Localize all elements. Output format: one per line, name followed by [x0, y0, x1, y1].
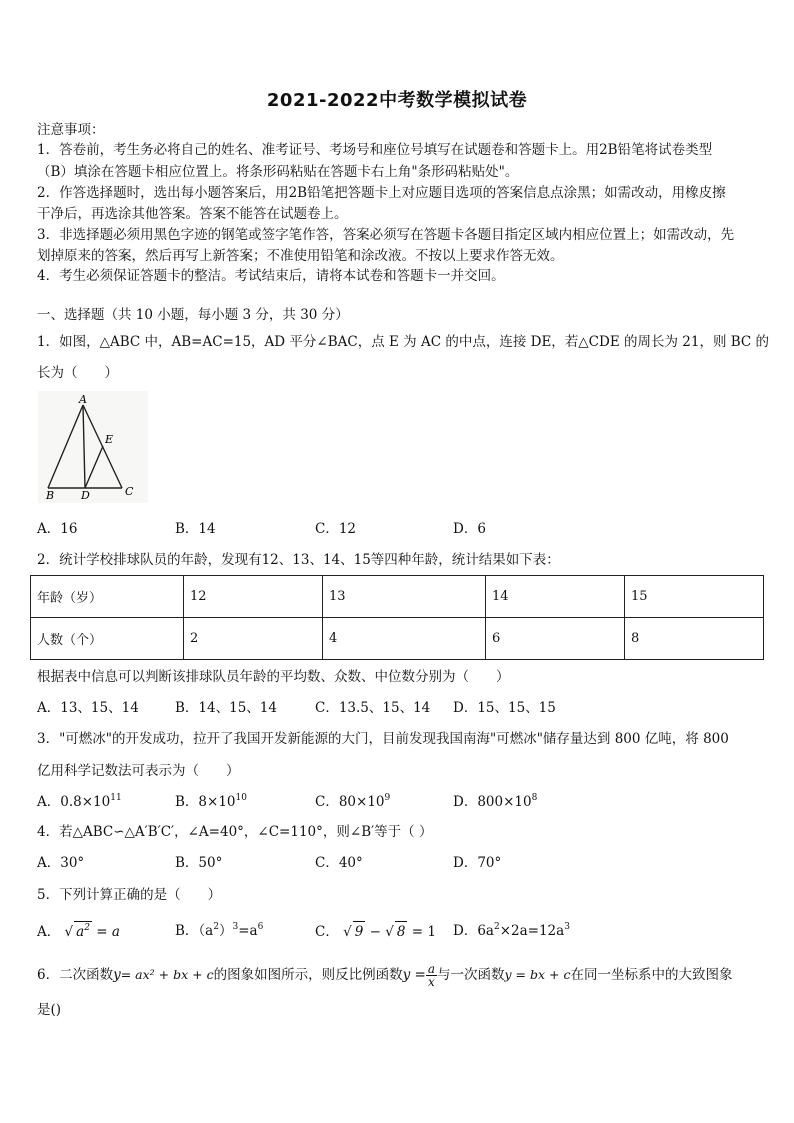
q6-text: 的图象如图所示，则反比例函数 — [213, 967, 403, 983]
option-exponent: 10 — [235, 793, 247, 803]
q1-stem: 1．如图，△ABC 中，AB=AC=15，AD 平分∠BAC，点 E 为 AC 的中点，连接 DE，若△CDE 的周长为 21，则 BC 的 — [37, 334, 770, 350]
table-cell: 6 — [486, 618, 625, 660]
sqrt-symbol: √ — [385, 924, 394, 940]
q4-option-b[interactable]: B．50° — [175, 855, 223, 871]
q2-question: 根据表中信息可以判断该排球队员年龄的平均数、众数、中位数分别为（ ） — [37, 669, 510, 685]
q5-option-d[interactable] — [453, 921, 570, 941]
page-title: 2021-2022中考数学模拟试卷 — [266, 90, 528, 111]
option-text: =a — [238, 923, 258, 939]
section-heading: 一、选择题（共 10 小题，每小题 3 分，共 30 分） — [37, 307, 349, 323]
option-label: C． — [315, 794, 339, 810]
q1-stem-cont: 长为（ ） — [37, 365, 118, 381]
q4-stem: 4．若△ABC∽△A′B′C′，∠A=40°，∠C=110°，则∠B′等于（ ） — [37, 824, 433, 840]
option-text: ×2a=12a — [499, 923, 565, 939]
q6-formula: y — [113, 967, 121, 983]
q4-option-a[interactable]: A．30° — [37, 855, 85, 871]
q1-option-b[interactable]: B．14 — [175, 521, 216, 537]
radicand-text: a — [76, 924, 85, 940]
exponent: 2 — [213, 922, 219, 932]
q3-option-d[interactable] — [453, 792, 537, 812]
q1-option-a[interactable]: A．16 — [37, 521, 78, 537]
notice-heading: 注意事项： — [37, 122, 105, 138]
q6-stem — [37, 963, 763, 988]
option-exponent: 11 — [110, 793, 122, 803]
exponent: 2 — [84, 923, 90, 933]
sqrt-symbol: √ — [343, 924, 352, 940]
q4-option-d[interactable]: D．70° — [453, 855, 502, 871]
sqrt-symbol: √ — [64, 924, 74, 940]
q3-option-c[interactable] — [315, 792, 390, 812]
q6-text: 在同一坐标系中的大致图象 — [570, 967, 733, 983]
fraction — [426, 963, 437, 988]
option-base: 800×10 — [477, 794, 532, 810]
option-label: B． — [175, 794, 199, 810]
label-b: B — [46, 489, 55, 502]
radicand — [74, 921, 92, 942]
notice-line: 4．考生必须保证答题卡的整洁。考试结束后，请将本试卷和答题卡一并交回。 — [37, 268, 505, 284]
q6-stem-cont: 是() — [37, 1002, 62, 1018]
notice-line: （B）填涂在答题卡相应位置上。将条形码粘贴在答题卡右上角"条形码粘贴处"。 — [37, 164, 519, 180]
notice-line: 1．答卷前，考生务必将自己的姓名、准考证号、考场号和座位号填写在试题卷和答题卡上。用2B铅笔将试卷类型 — [37, 142, 713, 158]
table-cell: 年龄（岁） — [31, 576, 184, 618]
exponent: 2 — [493, 922, 500, 932]
q2-option-d[interactable]: D．15、15、15 — [453, 700, 556, 716]
q5-option-a[interactable] — [37, 921, 120, 942]
numerator: a — [427, 962, 435, 976]
option-base: 0.8×10 — [60, 794, 111, 810]
minus-sign: − — [369, 924, 381, 940]
option-label: D． — [453, 794, 478, 810]
table-cell: 人数（个） — [31, 618, 184, 660]
option-text: 6a — [477, 923, 494, 939]
q3-stem-cont: 亿用科学记数法可表示为（ ） — [37, 763, 240, 779]
notice-line: 2．作答选择题时，选出每小题答案后，用2B铅笔把答题卡上对应题目选项的答案信息点涂黑；如需改动，用橡皮擦 — [37, 185, 726, 201]
q1-option-c[interactable]: C．12 — [315, 521, 357, 537]
q6-text: 6．二次函数 — [37, 967, 114, 983]
option-rhs: = a — [96, 924, 120, 940]
table-cell: 12 — [184, 576, 323, 618]
exponent: 3 — [564, 922, 570, 932]
notice-line: 划掉原来的答案，然后再写上新答案；不准使用铅笔和涂改液。不按以上要求作答无效。 — [37, 248, 564, 264]
table-row — [31, 618, 764, 660]
option-label: A． — [37, 794, 61, 810]
table-cell: 14 — [486, 576, 625, 618]
option-text: （a — [198, 923, 214, 939]
label-d: D — [81, 489, 90, 502]
option-exponent: 8 — [531, 793, 538, 803]
q3-stem: 3．"可燃冰"的开发成功，拉开了我国开发新能源的大门，目前发现我国南海"可燃冰"储存量达到 800 亿吨，将 800 — [37, 731, 729, 747]
q2-option-c[interactable]: C．13.5、15、14 — [315, 700, 431, 716]
exponent: 6 — [257, 922, 264, 932]
q2-option-a[interactable]: A．13、15、14 — [37, 700, 139, 716]
q1-option-d[interactable]: D．6 — [453, 521, 486, 537]
q2-option-b[interactable]: B．14、15、14 — [175, 700, 277, 716]
option-label: D． — [453, 923, 478, 939]
table-row — [31, 576, 764, 618]
label-a: A — [79, 393, 87, 406]
q3-option-a[interactable] — [37, 792, 122, 812]
option-exponent: 9 — [384, 793, 391, 803]
option-label: A． — [37, 924, 61, 940]
q4-option-c[interactable]: C．40° — [315, 855, 363, 871]
q6-text: 与一次函数 — [436, 967, 505, 983]
q3-option-b[interactable] — [175, 792, 247, 812]
label-e: E — [105, 433, 114, 446]
table-cell: 13 — [323, 576, 486, 618]
label-c: C — [125, 485, 134, 498]
radicand: 8 — [395, 921, 408, 942]
q6-formula: y = bx + c — [504, 967, 571, 982]
option-label: C． — [315, 924, 339, 940]
q2-stem: 2．统计学校排球队员的年龄，发现有12、13、14、15等四种年龄，统计结果如下表： — [37, 552, 560, 568]
table-cell: 8 — [625, 618, 764, 660]
triangle-figure — [38, 391, 148, 503]
option-label: B． — [175, 923, 199, 939]
q5-option-b[interactable] — [175, 921, 263, 941]
option-base: 80×10 — [338, 794, 385, 810]
table-cell: 2 — [184, 618, 323, 660]
option-base: 8×10 — [198, 794, 236, 810]
notice-line: 干净后，再选涂其他答案。答案不能答在试题卷上。 — [37, 206, 348, 222]
q6-formula: = ax² + bx + c — [120, 967, 214, 982]
q5-option-c[interactable] — [315, 921, 436, 942]
notice-line: 3．非选择题必须用黑色字迹的钢笔或签字笔作答，答案必须写在答题卡各题目指定区域内相应位置上；如需改动，先 — [37, 227, 735, 243]
option-text: ） — [218, 923, 233, 939]
q6-formula: y = — [402, 967, 426, 983]
q5-stem: 5．下列计算正确的是（ ） — [37, 887, 222, 903]
denominator: x — [428, 975, 435, 989]
option-rhs: = 1 — [411, 924, 436, 940]
table-cell: 4 — [323, 618, 486, 660]
table-cell: 15 — [625, 576, 764, 618]
radicand: 9 — [353, 921, 366, 942]
exponent: 3 — [232, 922, 239, 932]
age-table — [30, 575, 764, 660]
